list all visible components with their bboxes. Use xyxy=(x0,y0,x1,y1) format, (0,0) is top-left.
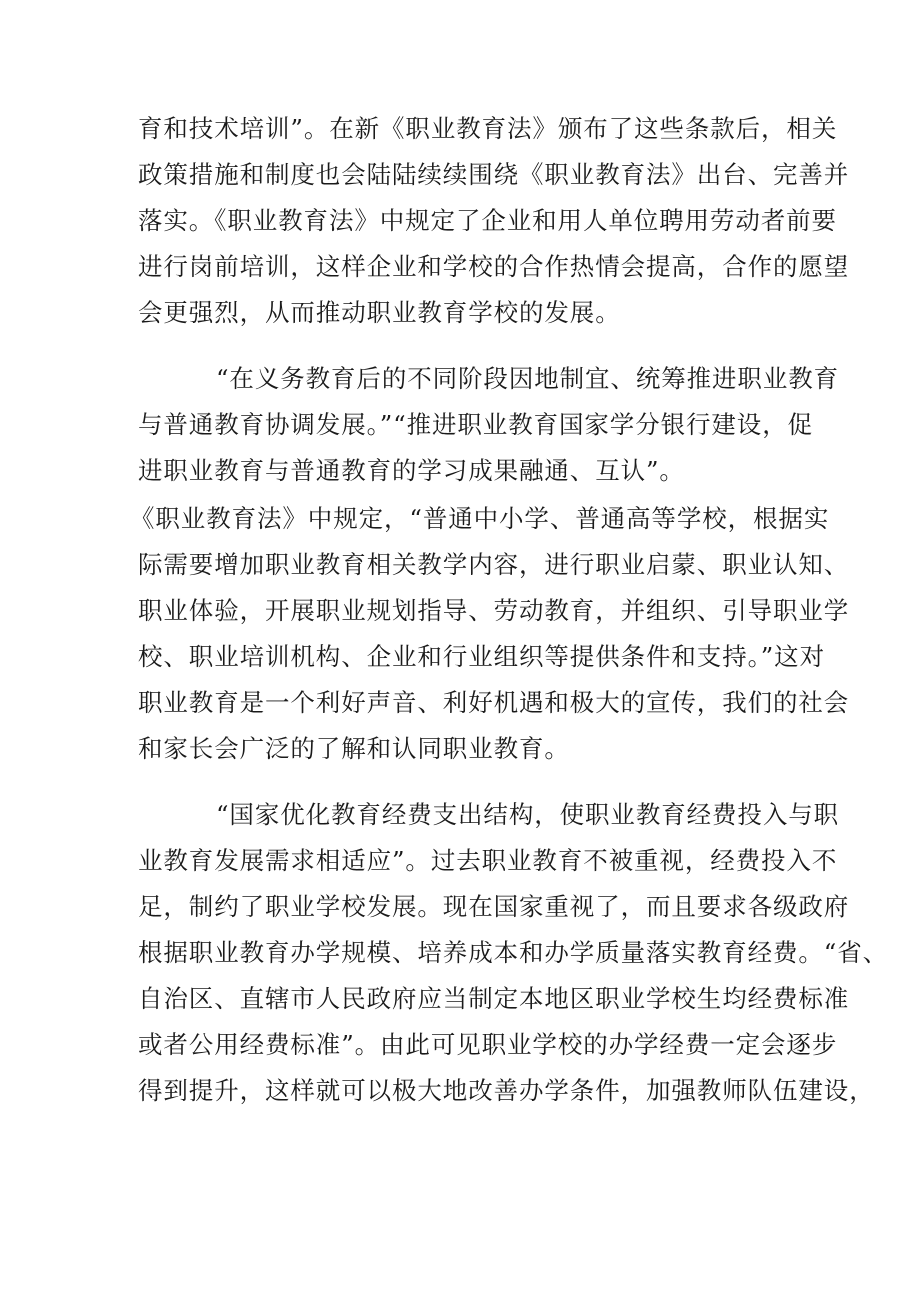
text-line: 进职业教育与普通教育的学习成果融通、互认”。 xyxy=(138,456,685,485)
paragraph-first-line: “国家优化教育经费支出结构，使职业教育经费投入与职 xyxy=(216,800,840,829)
text-line: 或者公用经费标准”。由此可见职业学校的办学经费一定会逐步 xyxy=(138,1030,838,1059)
text-line: 业教育发展需求相适应”。过去职业教育不被重视，经费投入不 xyxy=(138,846,838,875)
text-line: 进行岗前培训，这样企业和学校的合作热情会提高，合作的愿望 xyxy=(138,252,850,281)
text-line: 足，制约了职业学校发展。现在国家重视了，而且要求各级政府 xyxy=(138,892,850,921)
text-line: 自治区、直辖市人民政府应当制定本地区职业学校生均经费标准 xyxy=(138,984,850,1013)
text-line: 根据职业教育办学规模、培养成本和办学质量落实教育经费。“省、 xyxy=(138,938,889,967)
text-line: 职业体验，开展职业规划指导、劳动教育，并组织、引导职业学 xyxy=(138,596,850,625)
text-line: 《职业教育法》中规定，“普通中小学、普通高等学校，根据实 xyxy=(130,504,830,533)
text-line: 与普通教育协调发展。”“推进职业教育国家学分银行建设，促 xyxy=(138,410,813,439)
text-line: 和家长会广泛的了解和认同职业教育。 xyxy=(138,734,570,763)
text-line: 会更强烈，从而推动职业教育学校的发展。 xyxy=(138,298,621,327)
text-line: 得到提升，这样就可以极大地改善办学条件，加强教师队伍建设， xyxy=(138,1076,875,1105)
text-line: 职业教育是一个利好声音、利好机遇和极大的宣传，我们的社会 xyxy=(138,688,850,717)
text-line: 育和技术培训”。在新《职业教育法》颁布了这些条款后，相关 xyxy=(138,114,838,143)
text-line: 际需要增加职业教育相关教学内容，进行职业启蒙、职业认知、 xyxy=(138,550,850,579)
text-line: 政策措施和制度也会陆陆续续围绕《职业教育法》出台、完善并 xyxy=(138,160,850,189)
text-line: 校、职业培训机构、企业和行业组织等提供条件和支持。”这对 xyxy=(138,642,825,671)
text-line: 落实。《职业教育法》中规定了企业和用人单位聘用劳动者前要 xyxy=(138,206,837,235)
paragraph-first-line: “在义务教育后的不同阶段因地制宜、统筹推进职业教育 xyxy=(216,364,840,393)
